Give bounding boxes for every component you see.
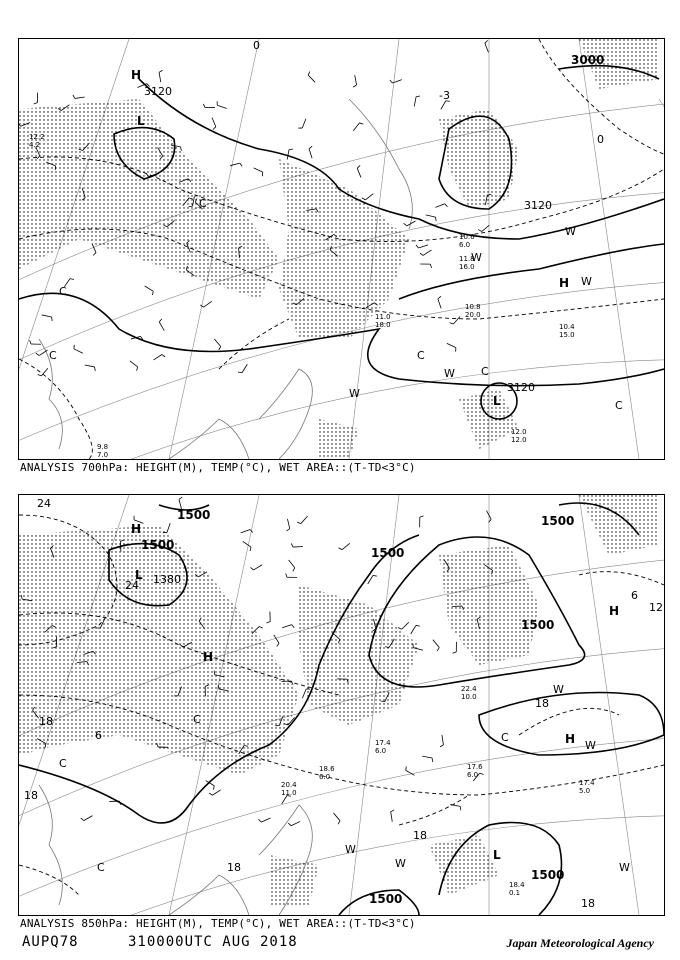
wind-barb-flag — [291, 543, 293, 547]
wind-barb-flag — [286, 529, 289, 531]
wind-barb — [159, 322, 164, 331]
wind-barb — [302, 119, 306, 128]
wind-barb-flag — [390, 80, 393, 83]
wind-barb-flag — [404, 223, 407, 226]
airmass-label: C — [481, 365, 489, 378]
wind-barb — [289, 560, 295, 568]
wind-barb — [242, 364, 247, 372]
wind-barb-flag — [373, 575, 377, 576]
wind-barb — [302, 689, 306, 698]
wind-barb-flag — [460, 806, 461, 810]
temp-label: 18 — [227, 861, 241, 874]
station-value: 20.0 — [465, 311, 481, 319]
wind-barb-flag — [93, 253, 96, 256]
airmass-label: W — [345, 843, 356, 856]
wind-barb — [254, 565, 263, 570]
wind-barb — [453, 317, 460, 324]
wind-barb — [391, 812, 393, 822]
wind-barb-flag — [203, 104, 205, 108]
wind-barb — [291, 821, 300, 825]
caption-700hpa: ANALYSIS 700hPa: HEIGHT(M), TEMP(°C), WET AREA::(T-TD<3°C) — [20, 461, 416, 474]
wind-barb-flag — [258, 819, 261, 822]
airmass-label: C — [97, 861, 105, 874]
wind-barb-flag — [38, 375, 42, 376]
wind-barb-flag — [162, 355, 165, 357]
wind-barb — [411, 625, 416, 634]
height-label: 1500 — [531, 868, 565, 882]
wind-barb-flag — [250, 547, 251, 551]
wind-barb — [447, 343, 456, 347]
wind-barb — [282, 625, 292, 628]
wind-barb-flag — [338, 821, 340, 825]
wind-barb-flag — [289, 149, 293, 150]
wind-barb — [214, 339, 220, 347]
wind-barb-flag — [238, 372, 242, 373]
caption-850hpa: ANALYSIS 850hPa: HEIGHT(M), TEMP(°C), WET AREA::(T-TD<3°C) — [20, 917, 416, 930]
wind-barb — [274, 635, 279, 643]
temp-label: 24 — [37, 497, 51, 510]
station-value: 11.0 — [375, 313, 391, 321]
wind-barb-flag — [416, 96, 420, 97]
height-label: 1500 — [177, 508, 211, 522]
temp-label: 6 — [95, 729, 102, 742]
airmass-label: W — [581, 275, 592, 288]
map-850hpa-svg — [19, 495, 664, 915]
airmass-label: C — [199, 197, 207, 210]
airmass-label: C — [59, 757, 67, 770]
wind-barb-flag — [420, 253, 423, 255]
wind-barb-flag — [277, 643, 279, 646]
wind-barb-flag — [360, 123, 364, 124]
station-value: 11.8 — [459, 255, 475, 263]
wind-barb-flag — [213, 786, 214, 790]
airmass-label: C — [193, 713, 201, 726]
pressure-center-label: H — [559, 276, 570, 290]
wind-barb — [414, 97, 416, 107]
wind-barb-flag — [432, 758, 433, 762]
wind-barb-flag — [219, 346, 221, 350]
wind-barb — [243, 541, 251, 547]
height-label: 3120 — [524, 199, 552, 212]
wind-barb-flag — [73, 95, 75, 98]
wind-barb — [422, 756, 432, 758]
wind-barb-flag — [416, 245, 419, 248]
wind-barb — [254, 168, 263, 172]
pressure-center-label: H — [203, 650, 214, 664]
temp-label: 12 — [649, 601, 663, 614]
wind-barb — [204, 301, 212, 307]
wind-barb — [230, 163, 240, 166]
wind-barb-flag — [453, 652, 457, 653]
wind-barb-flag — [480, 773, 484, 774]
wind-barb-flag — [267, 621, 271, 623]
airmass-label: W — [395, 857, 406, 870]
airmass-label: W — [471, 251, 482, 264]
wind-barb — [74, 349, 83, 353]
temp-label: 6 — [631, 589, 638, 602]
height-label: 3000 — [571, 53, 605, 67]
wind-barb-flag — [440, 745, 443, 747]
station-value: 18.4 — [509, 881, 525, 889]
wind-barb — [441, 101, 446, 110]
wind-barb — [281, 681, 291, 682]
height-label: 1500 — [371, 546, 405, 560]
wind-barb-flag — [250, 567, 253, 569]
airmass-label: W — [553, 683, 564, 696]
station-value: 10.8 — [465, 303, 481, 311]
wind-barb-flag — [45, 744, 46, 748]
wind-barb-flag — [209, 793, 212, 795]
temp-label: 18 — [39, 715, 53, 728]
wind-barb — [353, 123, 359, 131]
station-value: 10.0 — [461, 693, 477, 701]
wind-barb — [423, 250, 431, 255]
wind-barb-flag — [450, 323, 454, 324]
wind-barb-flag — [153, 291, 154, 295]
station-value: 6.0 — [459, 241, 471, 249]
wind-barb — [167, 523, 170, 532]
wind-barb — [84, 816, 93, 821]
temp-label: 0 — [253, 39, 260, 52]
map-panel-700hpa — [18, 38, 665, 460]
wind-barb — [365, 194, 373, 200]
valid-time: 310000UTC AUG 2018 — [128, 934, 298, 950]
wind-barb-flag — [485, 40, 488, 43]
wind-barb-flag — [478, 230, 481, 232]
station-value: 12.2 — [29, 133, 45, 141]
wind-barb — [130, 361, 138, 367]
temp-label: 18 — [413, 829, 427, 842]
pressure-center-label: H — [131, 522, 142, 536]
pressure-center-label: L — [493, 848, 501, 862]
wind-barb — [293, 547, 303, 548]
temp-label: 0 — [597, 133, 604, 146]
pressure-center-label: H — [609, 604, 620, 618]
station-value: 17.6 — [467, 763, 483, 771]
wind-barb — [75, 97, 85, 98]
wind-barb — [355, 75, 357, 85]
pressure-center-label: H — [131, 68, 142, 82]
height-label: 1500 — [369, 892, 403, 906]
airmass-label: W — [585, 739, 596, 752]
station-value: 5.0 — [579, 787, 591, 795]
airmass-label: C — [417, 349, 425, 362]
wind-barb-flag — [353, 85, 356, 87]
temp-label: 18 — [24, 789, 38, 802]
wind-barb-flag — [159, 319, 162, 322]
temp-label: 24 — [125, 579, 139, 592]
pressure-center-label: L — [135, 568, 143, 582]
wind-barb — [433, 640, 439, 648]
station-value: 6.0 — [467, 771, 479, 779]
wind-barb-flag — [70, 279, 74, 280]
wind-barb — [426, 215, 436, 217]
station-value: 17.4 — [375, 739, 391, 747]
airmass-label: W — [619, 861, 630, 874]
wind-barb-flag — [309, 146, 312, 149]
wind-barb-flag — [308, 72, 310, 76]
station-value: 10.6 — [459, 233, 475, 241]
wind-barb — [212, 790, 220, 795]
height-label: 1500 — [521, 618, 555, 632]
wind-barb-flag — [430, 264, 431, 268]
temp-label: 18 — [581, 897, 595, 910]
wind-barb-flag — [214, 671, 215, 675]
wind-barb-flag — [293, 568, 295, 571]
wind-barb-flag — [391, 810, 394, 812]
wind-barb — [217, 105, 226, 108]
pressure-center-label: L — [493, 394, 501, 408]
wind-barb — [212, 117, 216, 126]
wind-barb — [419, 245, 428, 248]
pressure-center-label: H — [565, 732, 576, 746]
wind-barb-flag — [445, 204, 448, 207]
wind-barb-flag — [181, 147, 182, 151]
wind-barb — [402, 622, 409, 629]
wind-barb-flag — [437, 647, 439, 650]
station-value: 11.0 — [281, 789, 297, 797]
wind-barb — [287, 519, 289, 529]
wind-barb-flag — [95, 367, 96, 371]
station-value: 20.4 — [281, 781, 297, 789]
wind-barb — [241, 529, 250, 532]
wind-barb-flag — [34, 103, 38, 104]
wind-barb-flag — [420, 516, 424, 517]
station-value: 16.0 — [459, 263, 475, 271]
wind-barb-flag — [362, 198, 365, 200]
station-value: 7.0 — [97, 451, 109, 459]
wind-barb-flag — [240, 163, 242, 166]
wind-barb-flag — [288, 823, 291, 826]
wind-barb-flag — [259, 627, 263, 629]
wind-barb — [287, 150, 289, 160]
station-value: 6.0 — [375, 747, 387, 755]
station-value: 4.2 — [29, 141, 41, 149]
wind-barb — [309, 149, 312, 159]
wet-area-700 — [19, 39, 659, 459]
airmass-label: W — [444, 367, 455, 380]
wind-barb — [153, 355, 161, 360]
wind-barb — [301, 516, 308, 523]
wind-barb — [438, 299, 441, 308]
wind-barb — [342, 543, 350, 549]
map-panel-850hpa — [18, 494, 665, 916]
wind-barb-flag — [81, 818, 84, 821]
temp-label: -3 — [439, 89, 450, 102]
wind-barb — [261, 818, 270, 822]
station-value: 22.4 — [461, 685, 477, 693]
wind-barb-flag — [357, 165, 360, 168]
wind-barb-flag — [30, 340, 31, 344]
station-value: 9.8 — [97, 443, 109, 451]
station-value: 0.1 — [509, 889, 521, 897]
wind-barb-flag — [339, 548, 342, 550]
station-value: 17.4 — [579, 779, 595, 787]
wind-barb — [145, 286, 154, 291]
wind-barb — [334, 813, 340, 821]
station-value: 12.0 — [511, 428, 527, 436]
wind-barb-flag — [438, 296, 441, 299]
wind-barb-flag — [213, 127, 216, 130]
wind-barb-flag — [436, 217, 437, 221]
wind-barb-flag — [416, 625, 420, 626]
airmass-label: C — [615, 399, 623, 412]
height-label: 1380 — [153, 573, 181, 586]
height-label: 3120 — [507, 381, 535, 394]
height-label: 1500 — [541, 514, 575, 528]
wind-barb — [442, 735, 444, 745]
station-value: 12.0 — [511, 436, 527, 444]
wind-barb-flag — [406, 766, 407, 770]
wind-barb — [435, 204, 444, 208]
wind-barb-flag — [36, 353, 39, 355]
pressure-center-label: L — [137, 114, 145, 128]
wind-barb-flag — [292, 625, 295, 628]
station-value: 18.0 — [375, 321, 391, 329]
airmass-label: W — [565, 225, 576, 238]
station-value: 15.0 — [559, 331, 575, 339]
chart-id: AUPQ78 — [22, 934, 79, 950]
height-label: 3120 — [144, 85, 172, 98]
wind-barb-flag — [179, 497, 182, 499]
airmass-label: C — [501, 731, 509, 744]
station-value: 6.0 — [319, 773, 331, 781]
wet-area-850 — [19, 495, 659, 905]
wind-barb-flag — [159, 70, 162, 72]
map-700hpa-svg — [19, 39, 664, 459]
wind-barb-flag — [297, 522, 301, 523]
wind-barb — [42, 315, 52, 317]
height-label: 1500 — [141, 538, 175, 552]
wind-barb — [41, 368, 47, 376]
wind-barb-flag — [286, 573, 287, 577]
airmass-label: C — [59, 285, 67, 298]
wind-barb-flag — [137, 367, 138, 371]
wind-barb — [485, 43, 489, 52]
temp-label: 18 — [535, 697, 549, 710]
wind-barb — [482, 225, 490, 231]
wind-barb-flag — [52, 317, 53, 321]
airmass-label: W — [349, 387, 360, 400]
agency-name: Japan Meteorological Agency — [506, 936, 654, 950]
wind-barb — [159, 72, 161, 82]
airmass-label: C — [49, 349, 57, 362]
wind-barb — [85, 365, 95, 367]
station-value: 10.4 — [559, 323, 575, 331]
wind-barb — [357, 168, 361, 177]
wind-barb — [308, 75, 315, 82]
station-value: 18.6 — [319, 765, 335, 773]
